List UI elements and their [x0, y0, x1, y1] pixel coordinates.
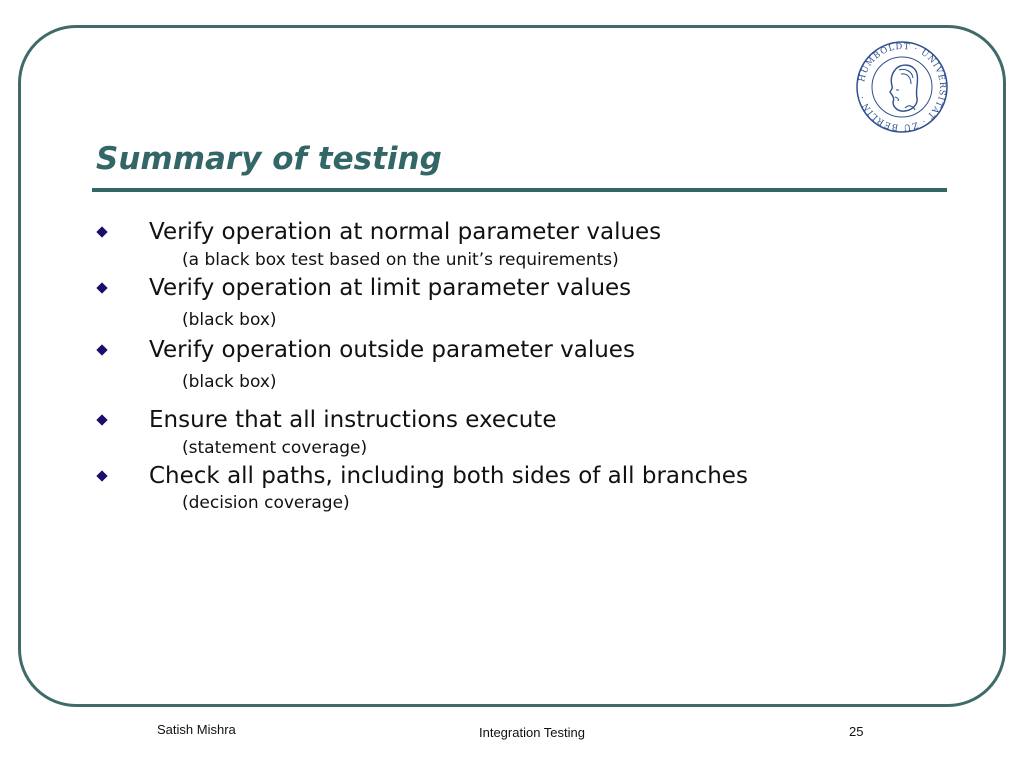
bullet-subtext: (black box)	[182, 310, 277, 330]
bullet-subtext: (statement coverage)	[182, 438, 368, 458]
bullet-text: Check all paths, including both sides of all branches	[149, 463, 748, 489]
bullet-subtext: (black box)	[182, 372, 277, 392]
title-underline	[92, 188, 947, 192]
bullet-text: Verify operation at normal parameter values	[149, 219, 662, 245]
bullet-text: Verify operation at limit parameter values	[149, 275, 632, 301]
footer-author: Satish Mishra	[157, 722, 236, 737]
bullet-text: Verify operation outside parameter values	[149, 337, 635, 363]
slide-title: Summary of testing	[96, 141, 442, 177]
university-seal-icon	[855, 40, 949, 134]
bullet-text: Ensure that all instructions execute	[149, 407, 557, 433]
footer-page-number: 25	[849, 724, 864, 739]
bullet-subtext: (a black box test based on the unit’s requirements)	[182, 250, 619, 270]
bullet-subtext: (decision coverage)	[182, 493, 350, 513]
footer-topic: Integration Testing	[479, 725, 585, 740]
svg-text:HUMBOLDT · UNIVERSITÄT · ZU BE: HUMBOLDT · UNIVERSITÄT · ZU BERLIN ·	[857, 41, 948, 133]
